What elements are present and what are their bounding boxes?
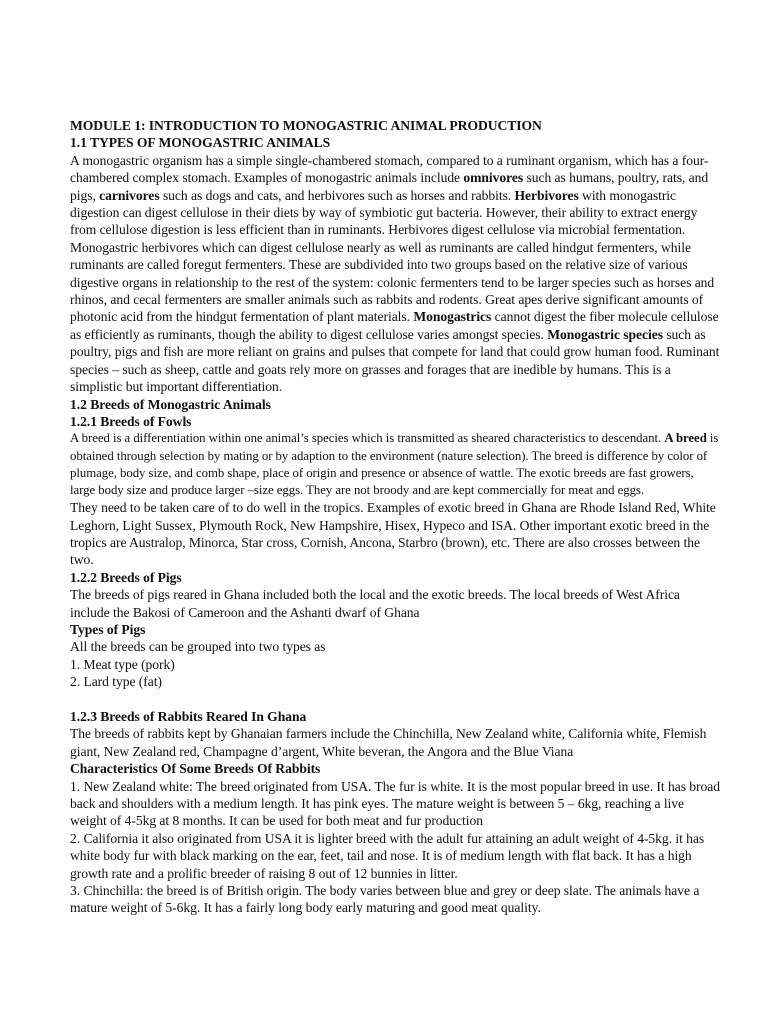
blank-line (70, 691, 720, 708)
heading-types-of-pigs: Types of Pigs (70, 621, 146, 637)
text-run: such as humans, poultry, rats, and pigs, (70, 170, 709, 203)
paragraph-breed-definition (70, 430, 720, 499)
paragraph-exotic-breeds: They need to be taken care of to do well in the tropics. Examples of exotic breed in Ghana are Rhode Island Red, White Leghorn, Light Sussex, Plymouth Rock, New Hampshire, Hisex, Hypeco and ISA. Other important exotic breed in the tropics are Australop, Minorca, Star cross, Cornish, Ancona, Starbro (brown), etc. There are also crosses between the two. (70, 500, 716, 568)
term-omnivores: omnivores (463, 170, 524, 186)
subsection-heading-fowls: 1.2.1 Breeds of Fowls (70, 413, 192, 429)
text-run: A breed is a differentiation within one animal’s species which is transmitted as sheared characteristics to descendant. (70, 431, 665, 446)
list-item-chinchilla: 3. Chinchilla: the breed is of British origin. The body varies between blue and grey or deep slate. The animals have a mature weight of 5-6kg. It has a fairly long body early maturing and good meat quality. (70, 883, 700, 916)
document-body (70, 116, 720, 917)
term-monogastrics: Monogastrics (413, 309, 492, 325)
term-monogastric-species: Monogastric species (547, 326, 663, 342)
module-title: MODULE 1: INTRODUCTION TO MONOGASTRIC ANIMAL PRODUCTION (70, 118, 542, 133)
section-heading-types: 1.1 TYPES OF MONOGASTRIC ANIMALS (70, 135, 331, 151)
text-run: with monogastric digestion can digest cellulose in their diets by way of symbiotic gut bacteria. However, their ability to extract energy from cellulose digestion is less efficient than in ruminants. Herbivores digest cellulose via microbial fermentation. Monogastric herbivores which can digest cellulose nearly as well as ruminants are called hindgut fermenters, while ruminants are called foregut fermenters. These are subdivided into two groups based on the relative size of various digestive organs in relationship to the rest of the system: colonic fermenters tend to be larger species such as horses and rhinos, and cecal fermenters are smaller animals such as rabbits and rodents. Great apes derive significant amounts of photonic acid from the hindgut fermentation of plant materials. (70, 187, 715, 325)
text-run: cannot digest the fiber molecule cellulose as efficiently as ruminants, though the ability to digest cellulose varies amongst species. (70, 309, 719, 342)
list-item-meat-type: 1. Meat type (pork) (70, 656, 175, 672)
text-run: such as poultry, pigs and fish are more reliant on grains and pulses that compete for land that could grow human food. Ruminant species – such as sheep, cattle and goats rely more on grasses and forages that are inedible by humans. This is a simplistic but important differentiation. (70, 326, 720, 395)
paragraph-monogastric-intro (70, 152, 720, 396)
text-run: A monogastric organism has a simple single-chambered stomach, compared to a ruminant organism, which has a four-chambered complex stomach. Examples of monogastric animals include (70, 152, 709, 186)
list-item-lard-type: 2. Lard type (fat) (70, 674, 162, 690)
text-run: is obtained through selection by mating or by adaption to the environment (nature selection). The breed is difference by color of plumage, body size, and comb shape, place of origin and presence or absence of wattle. The exotic breeds are fast growers, large body size and produce larger –size eggs. They are not broody and are kept commercially for meat and eggs. (70, 431, 719, 497)
paragraph-rabbit-breeds: The breeds of rabbits kept by Ghanaian farmers include the Chinchilla, New Zealand white, California white, Flemish giant, New Zealand red, Champagne d’argent, White beveran, the Angora and the Blue Viana (70, 726, 707, 759)
heading-rabbit-characteristics: Characteristics Of Some Breeds Of Rabbits (70, 761, 321, 777)
section-heading-breeds: 1.2 Breeds of Monogastric Animals (70, 396, 271, 412)
subsection-heading-rabbits: 1.2.3 Breeds of Rabbits Reared In Ghana (70, 708, 307, 724)
list-item-new-zealand-white: 1. New Zealand white: The breed originated from USA. The fur is white. It is the most popular breed in use. It has broad back and shoulders with a medium length. It has pink eyes. The mature weight is between 5 – 6kg, reaching a live weight of 4-5kg at 8 months. It can be used for both meat and fur production (70, 778, 720, 829)
paragraph-types-intro: All the breeds can be grouped into two types as (70, 639, 326, 655)
list-item-california: 2. California it also originated from USA it is lighter breed with the adult fur attaining an adult weight of 4-5kg. it has white body fur with black marking on the ear, feet, tail and nose. It is of medium length with flat back. It has a high growth rate and a prolific breeder of raising 8 out of 12 bunnies in litter. (70, 830, 705, 881)
paragraph-pig-breeds: The breeds of pigs reared in Ghana included both the local and the exotic breeds. The local breeds of West Africa include the Bakosi of Cameroon and the Ashanti dwarf of Ghana (70, 587, 680, 620)
subsection-heading-pigs: 1.2.2 Breeds of Pigs (70, 569, 182, 585)
term-a-breed: A breed (664, 431, 707, 446)
text-run: such as dogs and cats, and herbivores such as horses and rabbits. (159, 187, 515, 203)
term-herbivores: Herbivores (514, 187, 579, 203)
term-carnivores: carnivores (99, 187, 160, 203)
